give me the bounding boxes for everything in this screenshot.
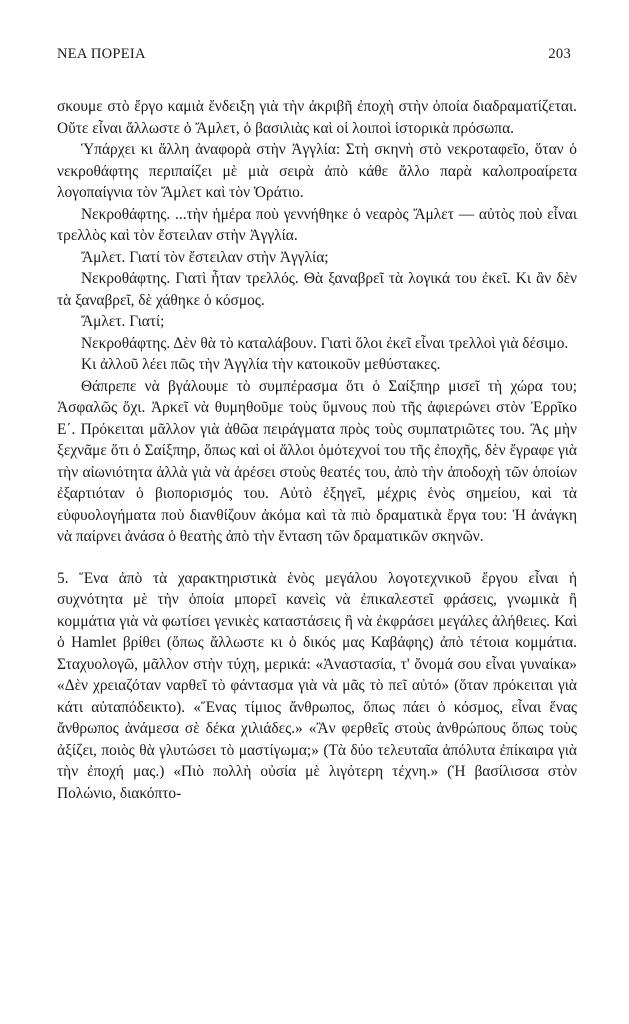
dialogue-line: Ἄμλετ. Γιατί;: [81, 313, 165, 330]
dialogue-line: Νεκροθάφτης. ...τὴν ἡμέρα ποὺ γεννήθηκε ὁ νεαρὸς Ἄμλετ — αὐτὸς ποὺ εἶναι τρελλὸς καὶ τὸν ἔστειλαν στὴν Ἀγγλία.: [57, 205, 577, 244]
paragraph: σκουμε στὸ ἔργο καμιὰ ἔνδειξη γιὰ τὴν ἀκριβῆ ἐποχὴ στὴν ὁποία διαδραματίζεται. Οὔτε εἶναι ἄλλωστε ὁ Ἄμλετ, ὁ βασιλιὰς καὶ οἱ λοιποὶ ἱστορικὰ πρόσωπα.: [57, 98, 577, 137]
paragraph: Ὑπάρχει κι ἄλλη ἀναφορὰ στὴν Ἀγγλία: Στὴ σκηνὴ στὸ νεκροταφεῖο, ὅταν ὁ νεκροθάφτης περιπαίζει μὲ μιὰ σειρὰ ἀπὸ κάθε ἄλλο παρὰ καλοπροαίρετα λογοπαίγνια τὸν Ἄμλετ καὶ τὸν Ὁράτιο.: [57, 141, 577, 201]
dialogue-line: Ἄμλετ. Γιατί τὸν ἔστειλαν στὴν Ἀγγλία;: [81, 248, 329, 266]
footnote-5: 5. Ἕνα ἀπὸ τὰ χαρακτηριστικὰ ἑνὸς μεγάλου λογοτεχνικοῦ ἔργου εἶναι ἡ συχνότητα μὲ τὴν ὁποία μπορεῖ κανεὶς νὰ ἐπικαλεστεῖ φράσεις, γνωμικὰ ἢ κομμάτια γιὰ νὰ φωτίσει γενικὲς καταστάσεις ἢ νὰ ἐκφράσει μεγάλες ἀλήθειες. Καὶ ὁ Hamlet βρίθει (ὅπως ἄλλωστε κι ὁ δικός μας Καβάφης) ἀπὸ τέτοια κομμάτια. Σταχυολογῶ, μᾶλλον στὴν τύχη, μερικά: «Ἀναστασία, τ' ὄνομά σου εἶναι γυναίκα» «Δὲν χρειαζόταν ναρθεῖ τὸ φάντασμα γιὰ νὰ μᾶς τὸ πεῖ αὐτό» (ὅταν πρόκειται γιὰ κάτι αὐταπόδεικτο). «Ἕνας τίμιος ἄνθρωπος, ὅπως πάει ὁ κόσμος, εἶναι ἕνας ἄνθρωπος ἀνάμεσα σὲ δέκα χιλιάδες.» «Ἂν φερθεῖς στοὺς ἀνθρώπους ὅπως τοὺς ἀξίζει, ποιὸς θὰ γλυτώσει τὸ μαστίγωμα;» (Τὰ δύο τελευταῖα ἀπόλυτα ἐπίκαιρα γιὰ τὴν ἐποχή μας.) «Πιὸ πολλὴ οὐσία μὲ λιγότερη τέχνη.» (Ἡ βασίλισσα στὸν Πολώνιο, διακόπτο-: [57, 569, 577, 802]
spacer: [57, 548, 577, 568]
paragraph: Θάπρεπε νὰ βγάλουμε τὸ συμπέρασμα ὅτι ὁ Σαίξπηρ μισεῖ τὴ χώρα του; Ἀσφαλῶς ὄχι. Ἀρκεῖ νὰ θυμηθοῦμε τοὺς ὕμνους ποὺ τῆς ἀφιερώνει στὸν Ἐρρῖκο Ε΄. Πρόκειται μᾶλλον γιὰ ἀθῶα πειράγματα πρὸς τοὺς συμπατριῶτες του. Ἂς μὴν ξεχνᾶμε ὅτι ὁ Σαίξπηρ, ὅπως καὶ οἱ ἄλλοι ὁμότεχνοί του τῆς ἐποχῆς, δὲν ἔγραφε γιὰ τὴν αἰωνιότητα ἀλλὰ γιὰ νὰ ἀρέσει στοὺς θεατές του, ἀπὸ τὴν ἀποδοχὴ τῶν ὁποίων ἐξαρτιόταν ὁ βιοπορισμός του. Αὐτὸ ἐξηγεῖ, μέχρις ἑνὸς σημείου, καὶ τὰ εὐφυολογήματα ποὺ διανθίζουν ἀκόμα καὶ τὰ πιὸ δραματικὰ ἔργα του: Ἡ ἀνάγκη νὰ παίρνει ἀνάσα ὁ θεατὴς ἀπὸ τὴν ἔνταση τῶν δραματικῶν σκηνῶν.: [57, 377, 577, 545]
running-header: [57, 46, 571, 66]
page-number: 203: [548, 46, 571, 62]
paragraph: Κι ἀλλοῦ λέει πῶς τὴν Ἀγγλία τὴν κατοικοῦν μεθύστακες.: [81, 356, 441, 373]
main-text: [57, 96, 577, 804]
running-title: ΝΕΑ ΠΟΡΕΙΑ: [57, 46, 146, 62]
dialogue-line: Νεκροθάφτης. Δὲν θὰ τὸ καταλάβουν. Γιατὶ ὅλοι ἐκεῖ εἶναι τρελλοὶ γιὰ δέσιμο.: [81, 334, 569, 352]
dialogue-line: Νεκροθάφτης. Γιατὶ ἦταν τρελλός. Θὰ ξαναβρεῖ τὰ λογικά του ἐκεῖ. Κι ἂν δὲν τὰ ξαναβρεῖ, δὲ χάθηκε ὁ κόσμος.: [57, 270, 577, 309]
